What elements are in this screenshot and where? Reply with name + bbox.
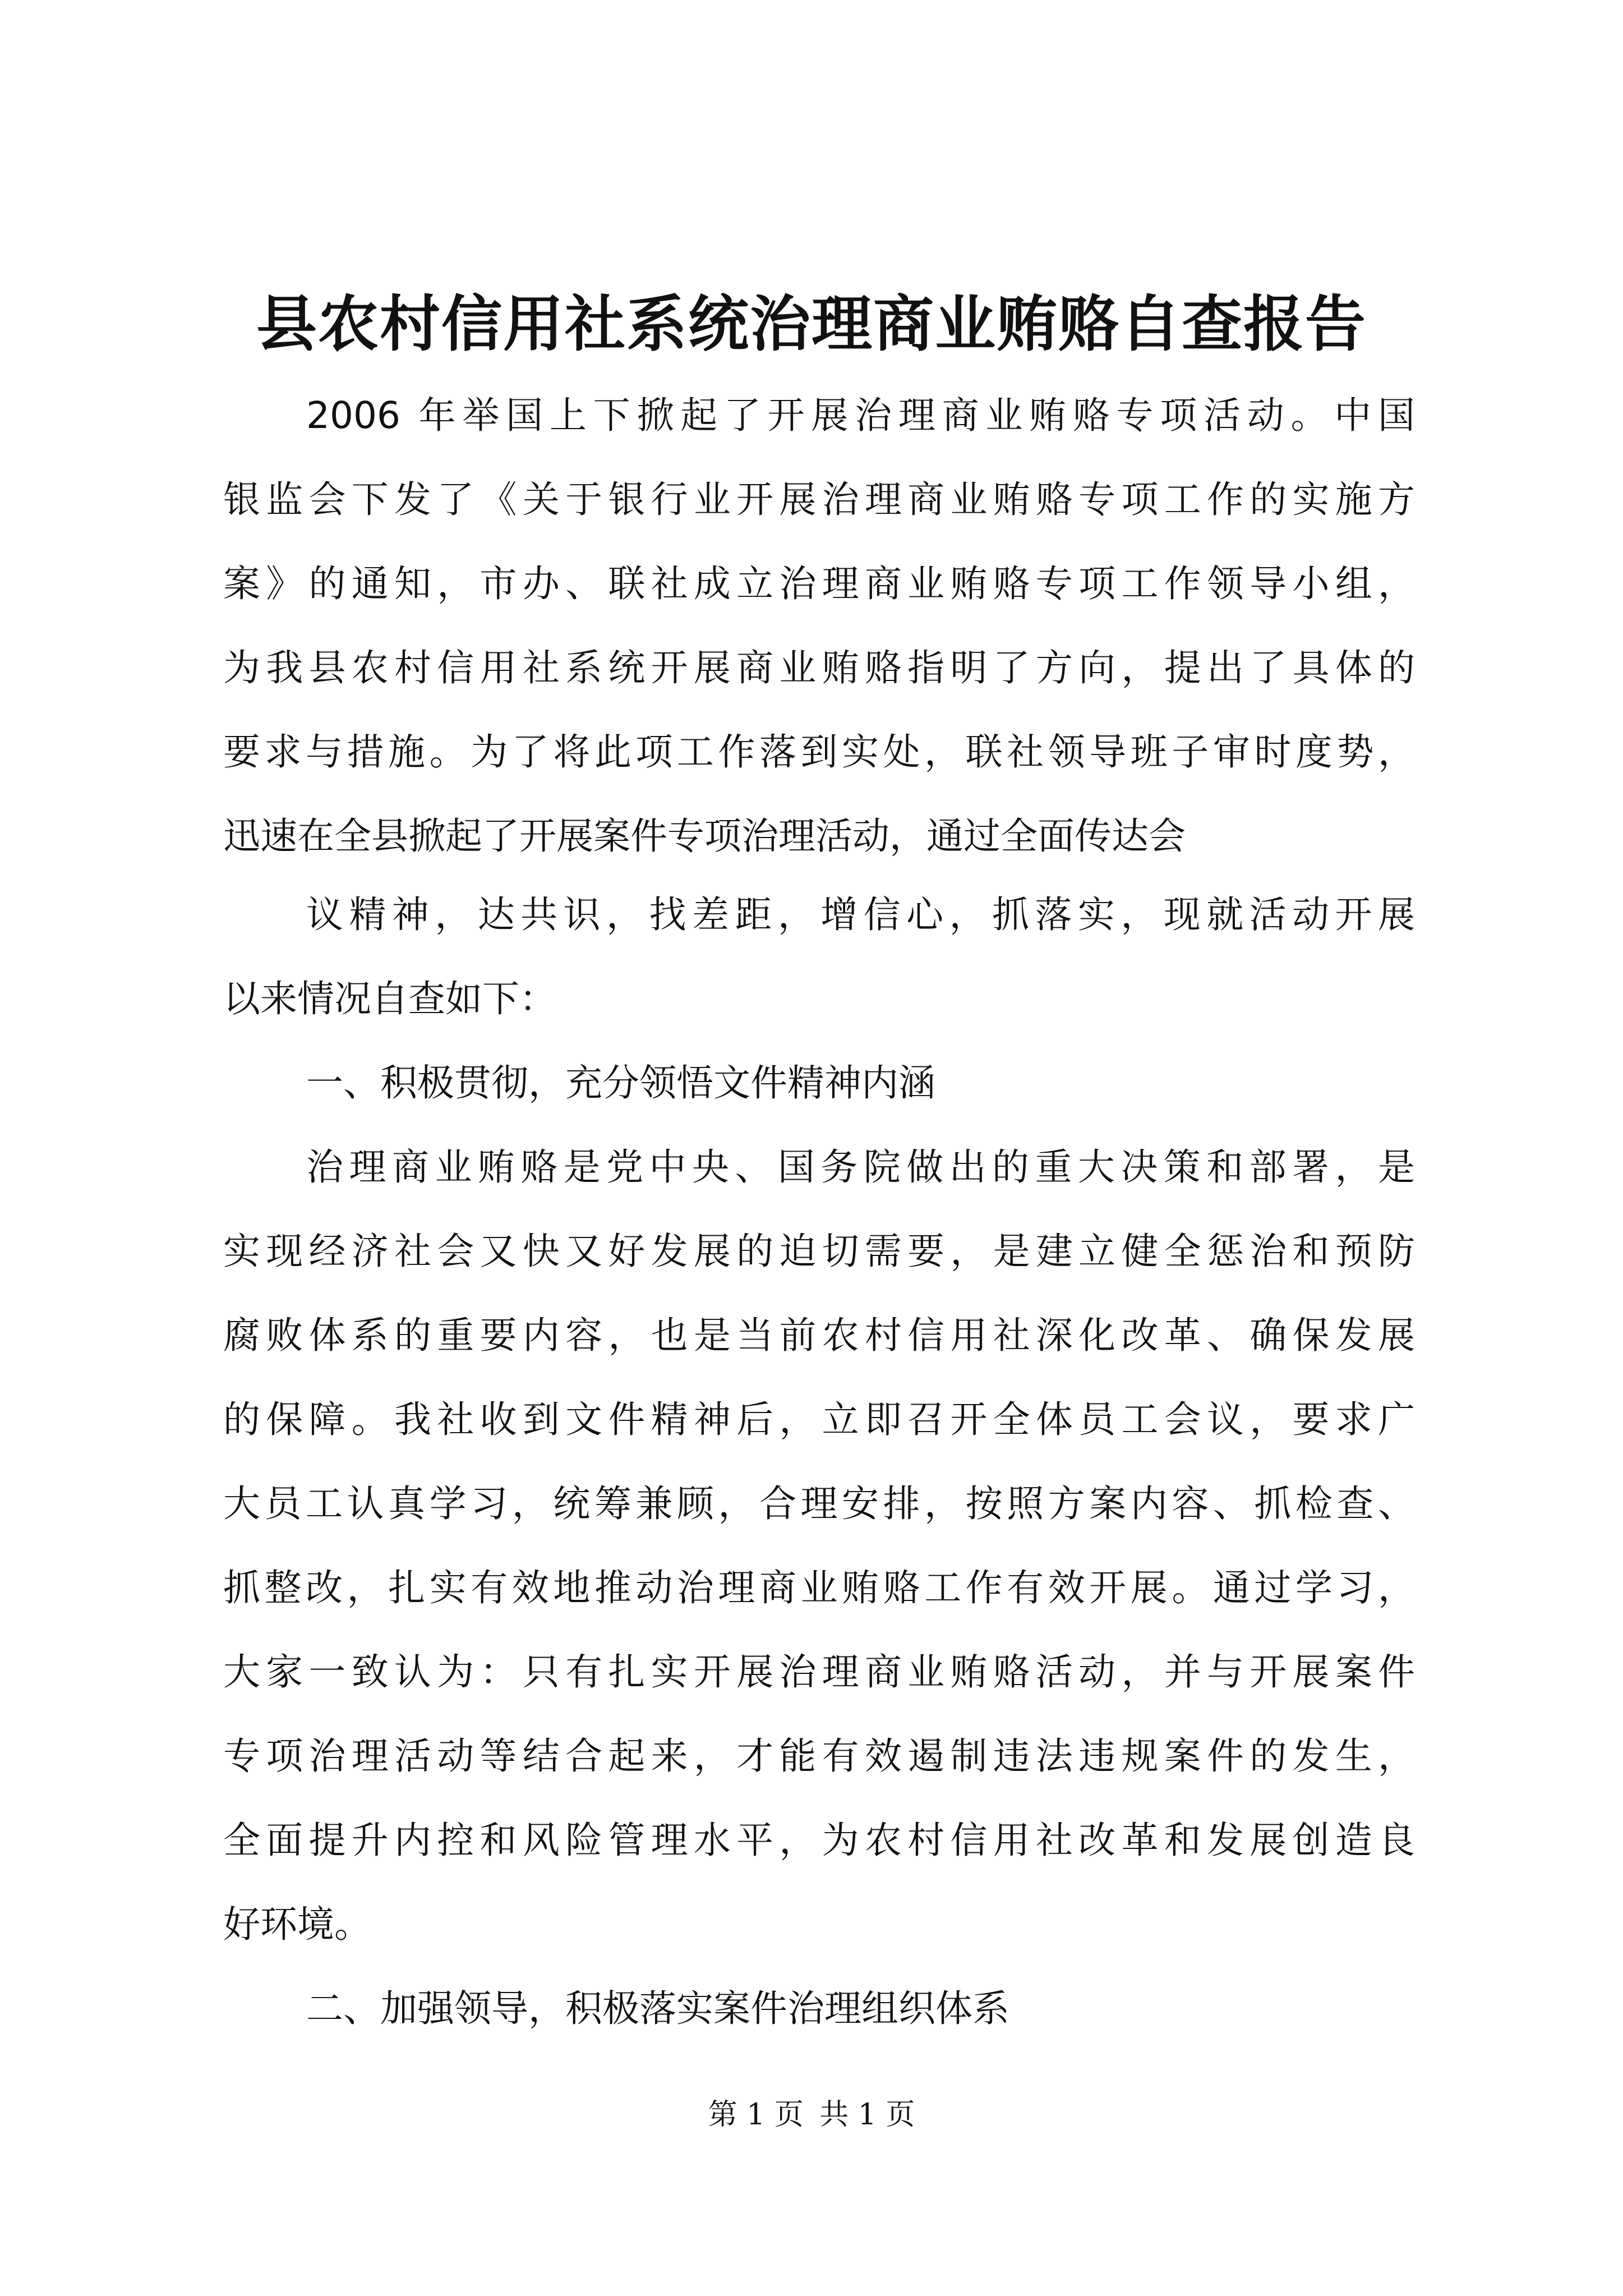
section-heading-2 <box>223 1967 1415 2051</box>
text-line: 实现经济社会又快又好发展的迫切需要，是建立健全惩治和预防 <box>223 1230 1415 1273</box>
section-heading-text: 二、加强领导，积极落实案件治理组织体系 <box>306 1987 1009 2030</box>
paragraph-section-1-body <box>223 1125 1415 1967</box>
text-line: 抓整改，扎实有效地推动治理商业贿赂工作有效开展。通过学习， <box>223 1566 1415 1609</box>
text-line: 治理商业贿赂是党中央、国务院做出的重大决策和部署，是 <box>306 1145 1415 1189</box>
text-line: 大家一致认为：只有扎实开展治理商业贿赂活动，并与开展案件 <box>223 1650 1415 1694</box>
text-line: 银监会下发了《关于银行业开展治理商业贿赂专项工作的实施方 <box>223 478 1415 521</box>
section-heading-1 <box>223 1041 1415 1125</box>
page-footer <box>0 2092 1623 2137</box>
text-line: 大员工认真学习，统筹兼顾，合理安排，按照方案内容、抓检查、 <box>223 1482 1415 1525</box>
section-heading-text: 一、积极贯彻，充分领悟文件精神内涵 <box>306 1061 935 1105</box>
text-line: 要求与措施。为了将此项工作落到实处，联社领导班子审时度势， <box>223 730 1415 774</box>
paragraph-intro <box>223 374 1415 878</box>
text-line: 议精神，达共识，找差距，增信心，抓落实，现就活动开展 <box>306 893 1415 936</box>
page-number: 第 1 页 <box>708 2098 804 2132</box>
text-line: 专项治理活动等结合起来，才能有效遏制违法违规案件的发生， <box>223 1734 1415 1778</box>
text-line: 好环境。 <box>223 1903 371 1946</box>
text-line: 以来情况自查如下： <box>223 977 556 1020</box>
text-line: 迅速在全县掀起了开展案件专项治理活动，通过全面传达会 <box>223 815 1186 858</box>
text-line: 2006 年举国上下掀起了开展治理商业贿赂专项活动。中国 <box>306 394 1415 437</box>
text-line: 全面提升内控和风险管理水平，为农村信用社改革和发展创造良 <box>223 1819 1415 1862</box>
text-line: 腐败体系的重要内容，也是当前农村信用社深化改革、确保发展 <box>223 1314 1415 1357</box>
paragraph-meeting-spirit <box>223 873 1415 1041</box>
text-line: 为我县农村信用社系统开展商业贿赂指明了方向，提出了具体的 <box>223 646 1415 689</box>
document-title: 县农村信用社系统治理商业贿赂自查报告 <box>256 289 1367 360</box>
text-line: 的保障。我社收到文件精神后，立即召开全体员工会议，要求广 <box>223 1398 1415 1441</box>
text-line: 案》的通知，市办、联社成立治理商业贿赂专项工作领导小组， <box>223 562 1415 605</box>
page-total: 共 1 页 <box>819 2098 915 2132</box>
